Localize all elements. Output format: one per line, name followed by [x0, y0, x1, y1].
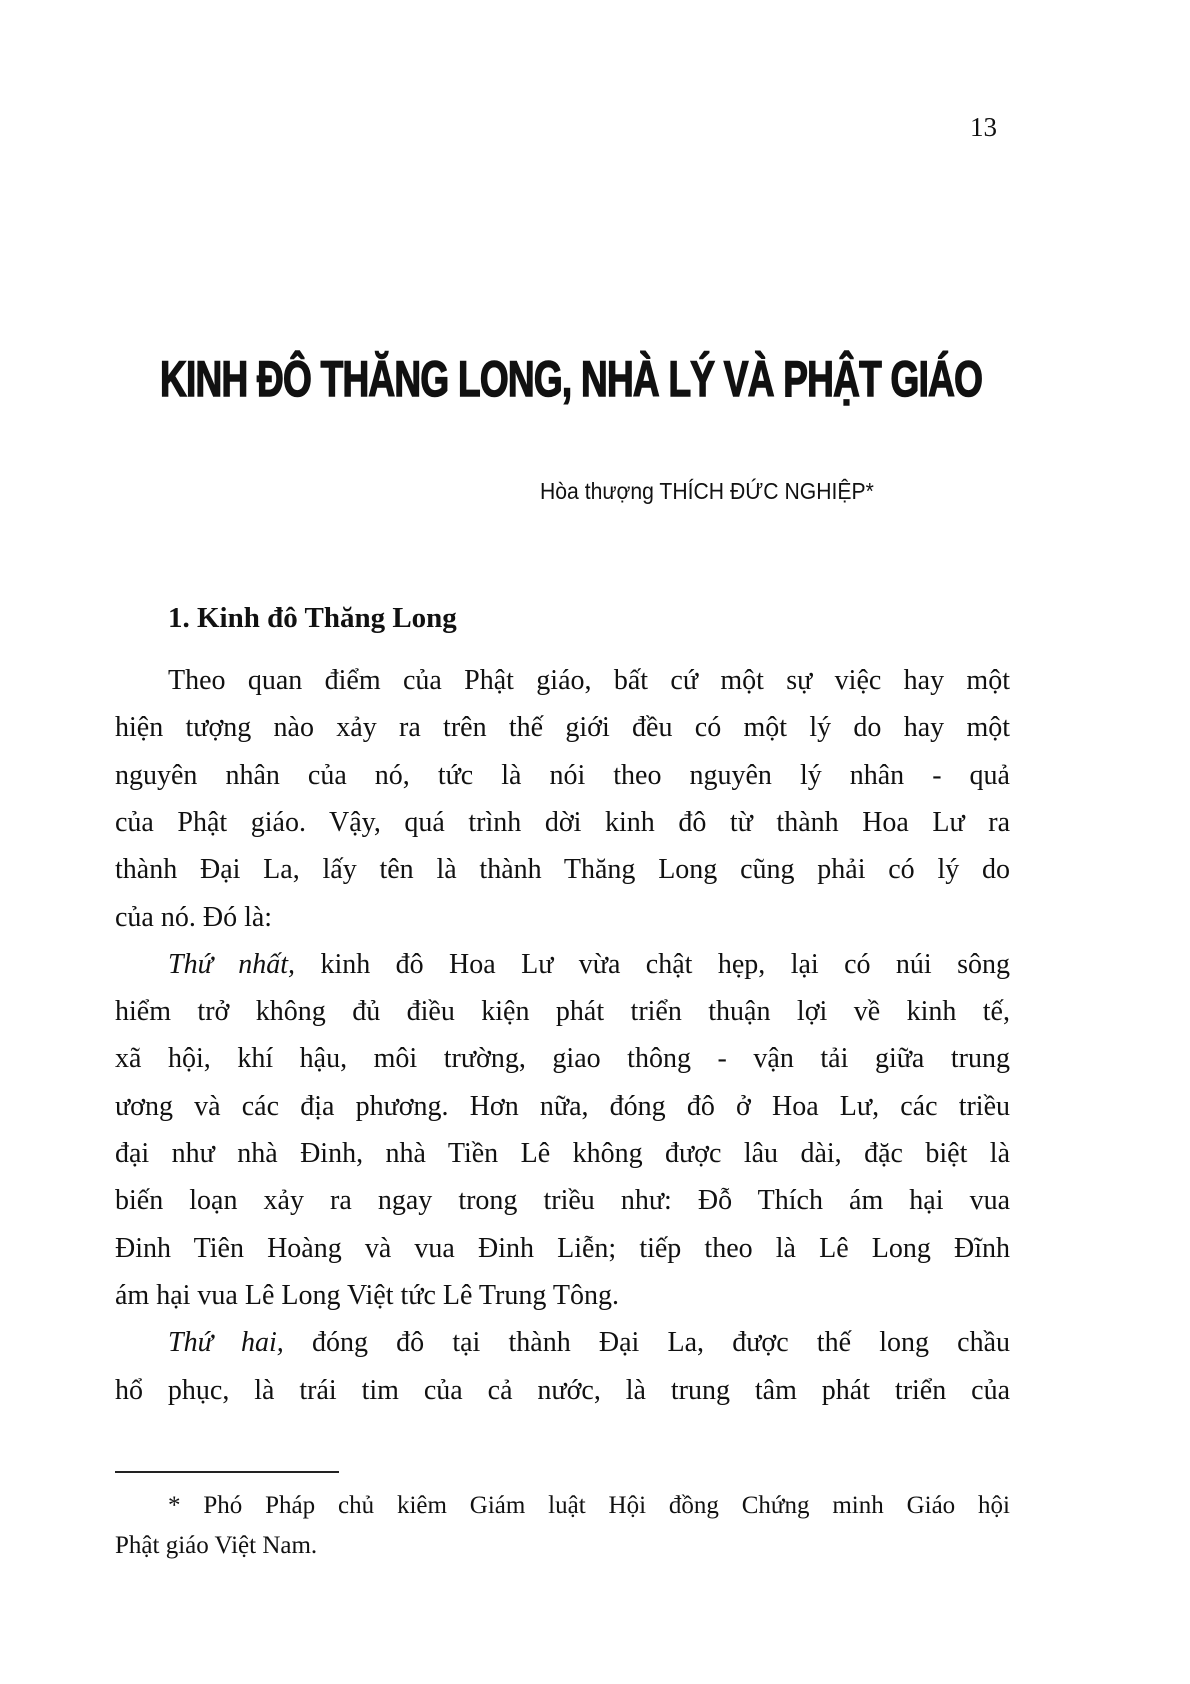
author-line: Hòa thượng THÍCH ĐỨC NGHIỆP* [540, 478, 874, 504]
line-text: hổ phục, là trái tim của cả nước, là trung tâm phát triển của [115, 1374, 1010, 1406]
body-line [115, 1041, 1010, 1077]
line-text: biến loạn xảy ra ngay trong triều như: Đỗ Thích ám hại vua [115, 1185, 1010, 1217]
body-line [115, 994, 1010, 1030]
footnote-line: * Phó Pháp chủ kiêm Giám luật Hội đồng Chứng minh Giáo hội [168, 1492, 1010, 1519]
line-text: thành Đại La, lấy tên là thành Thăng Long cũng phải có lý do [115, 854, 1010, 886]
line-text: của nó. Đó là: [115, 901, 273, 933]
chapter-title: KINH ĐÔ THĂNG LONG, NHÀ LÝ VÀ PHẬT GIÁO [160, 351, 983, 407]
body-line [115, 1231, 1010, 1267]
section-heading: 1. Kinh đô Thăng Long [168, 602, 457, 634]
body-line [168, 947, 1010, 983]
line-text: đóng đô tại thành Đại La, được thế long chầu [283, 1327, 1011, 1359]
footnote-line: Phật giáo Việt Nam. [115, 1532, 318, 1559]
line-text: nguyên nhân của nó, tức là nói theo nguyên lý nhân - quả [115, 759, 1010, 791]
page-number: 13 [970, 112, 997, 142]
body-line [115, 1183, 1010, 1219]
line-text: ám hại vua Lê Long Việt tức Lê Trung Tông. [115, 1279, 619, 1311]
body-line [115, 1278, 1010, 1314]
line-text: Đinh Tiên Hoàng và vua Đinh Liễn; tiếp theo là Lê Long Đĩnh [115, 1232, 1010, 1264]
body-line [115, 852, 1010, 888]
line-text: của Phật giáo. Vậy, quá trình dời kinh đô từ thành Hoa Lư ra [115, 806, 1010, 838]
line-text: Theo quan điểm của Phật giáo, bất cứ một sự việc hay một [168, 665, 1010, 696]
body-line [168, 663, 1010, 699]
line-text: xã hội, khí hậu, môi trường, giao thông - vận tải giữa trung [115, 1043, 1010, 1075]
body-line [115, 900, 1010, 936]
line-text: hiện tượng nào xảy ra trên thế giới đều có một lý do hay một [115, 712, 1010, 744]
body-line [115, 1089, 1010, 1125]
footnote-divider [115, 1471, 339, 1473]
body-line [115, 758, 1010, 794]
body-line [115, 710, 1010, 746]
line-text: kinh đô Hoa Lư vừa chật hẹp, lại có núi sông [295, 948, 1011, 980]
body-line [168, 1325, 1010, 1361]
line-text: đại như nhà Đinh, nhà Tiền Lê không được lâu dài, đặc biệt là [115, 1138, 1010, 1169]
line-text: hiểm trở không đủ điều kiện phát triển thuận lợi về kinh tế, [115, 996, 1010, 1028]
italic-lead: Thứ hai, [168, 1327, 284, 1359]
body-line [115, 1136, 1010, 1172]
body-line [115, 1373, 1010, 1409]
line-text: ương và các địa phương. Hơn nữa, đóng đô ở Hoa Lư, các triều [115, 1090, 1010, 1122]
body-line [115, 805, 1010, 841]
italic-lead: Thứ nhất, [168, 948, 296, 980]
